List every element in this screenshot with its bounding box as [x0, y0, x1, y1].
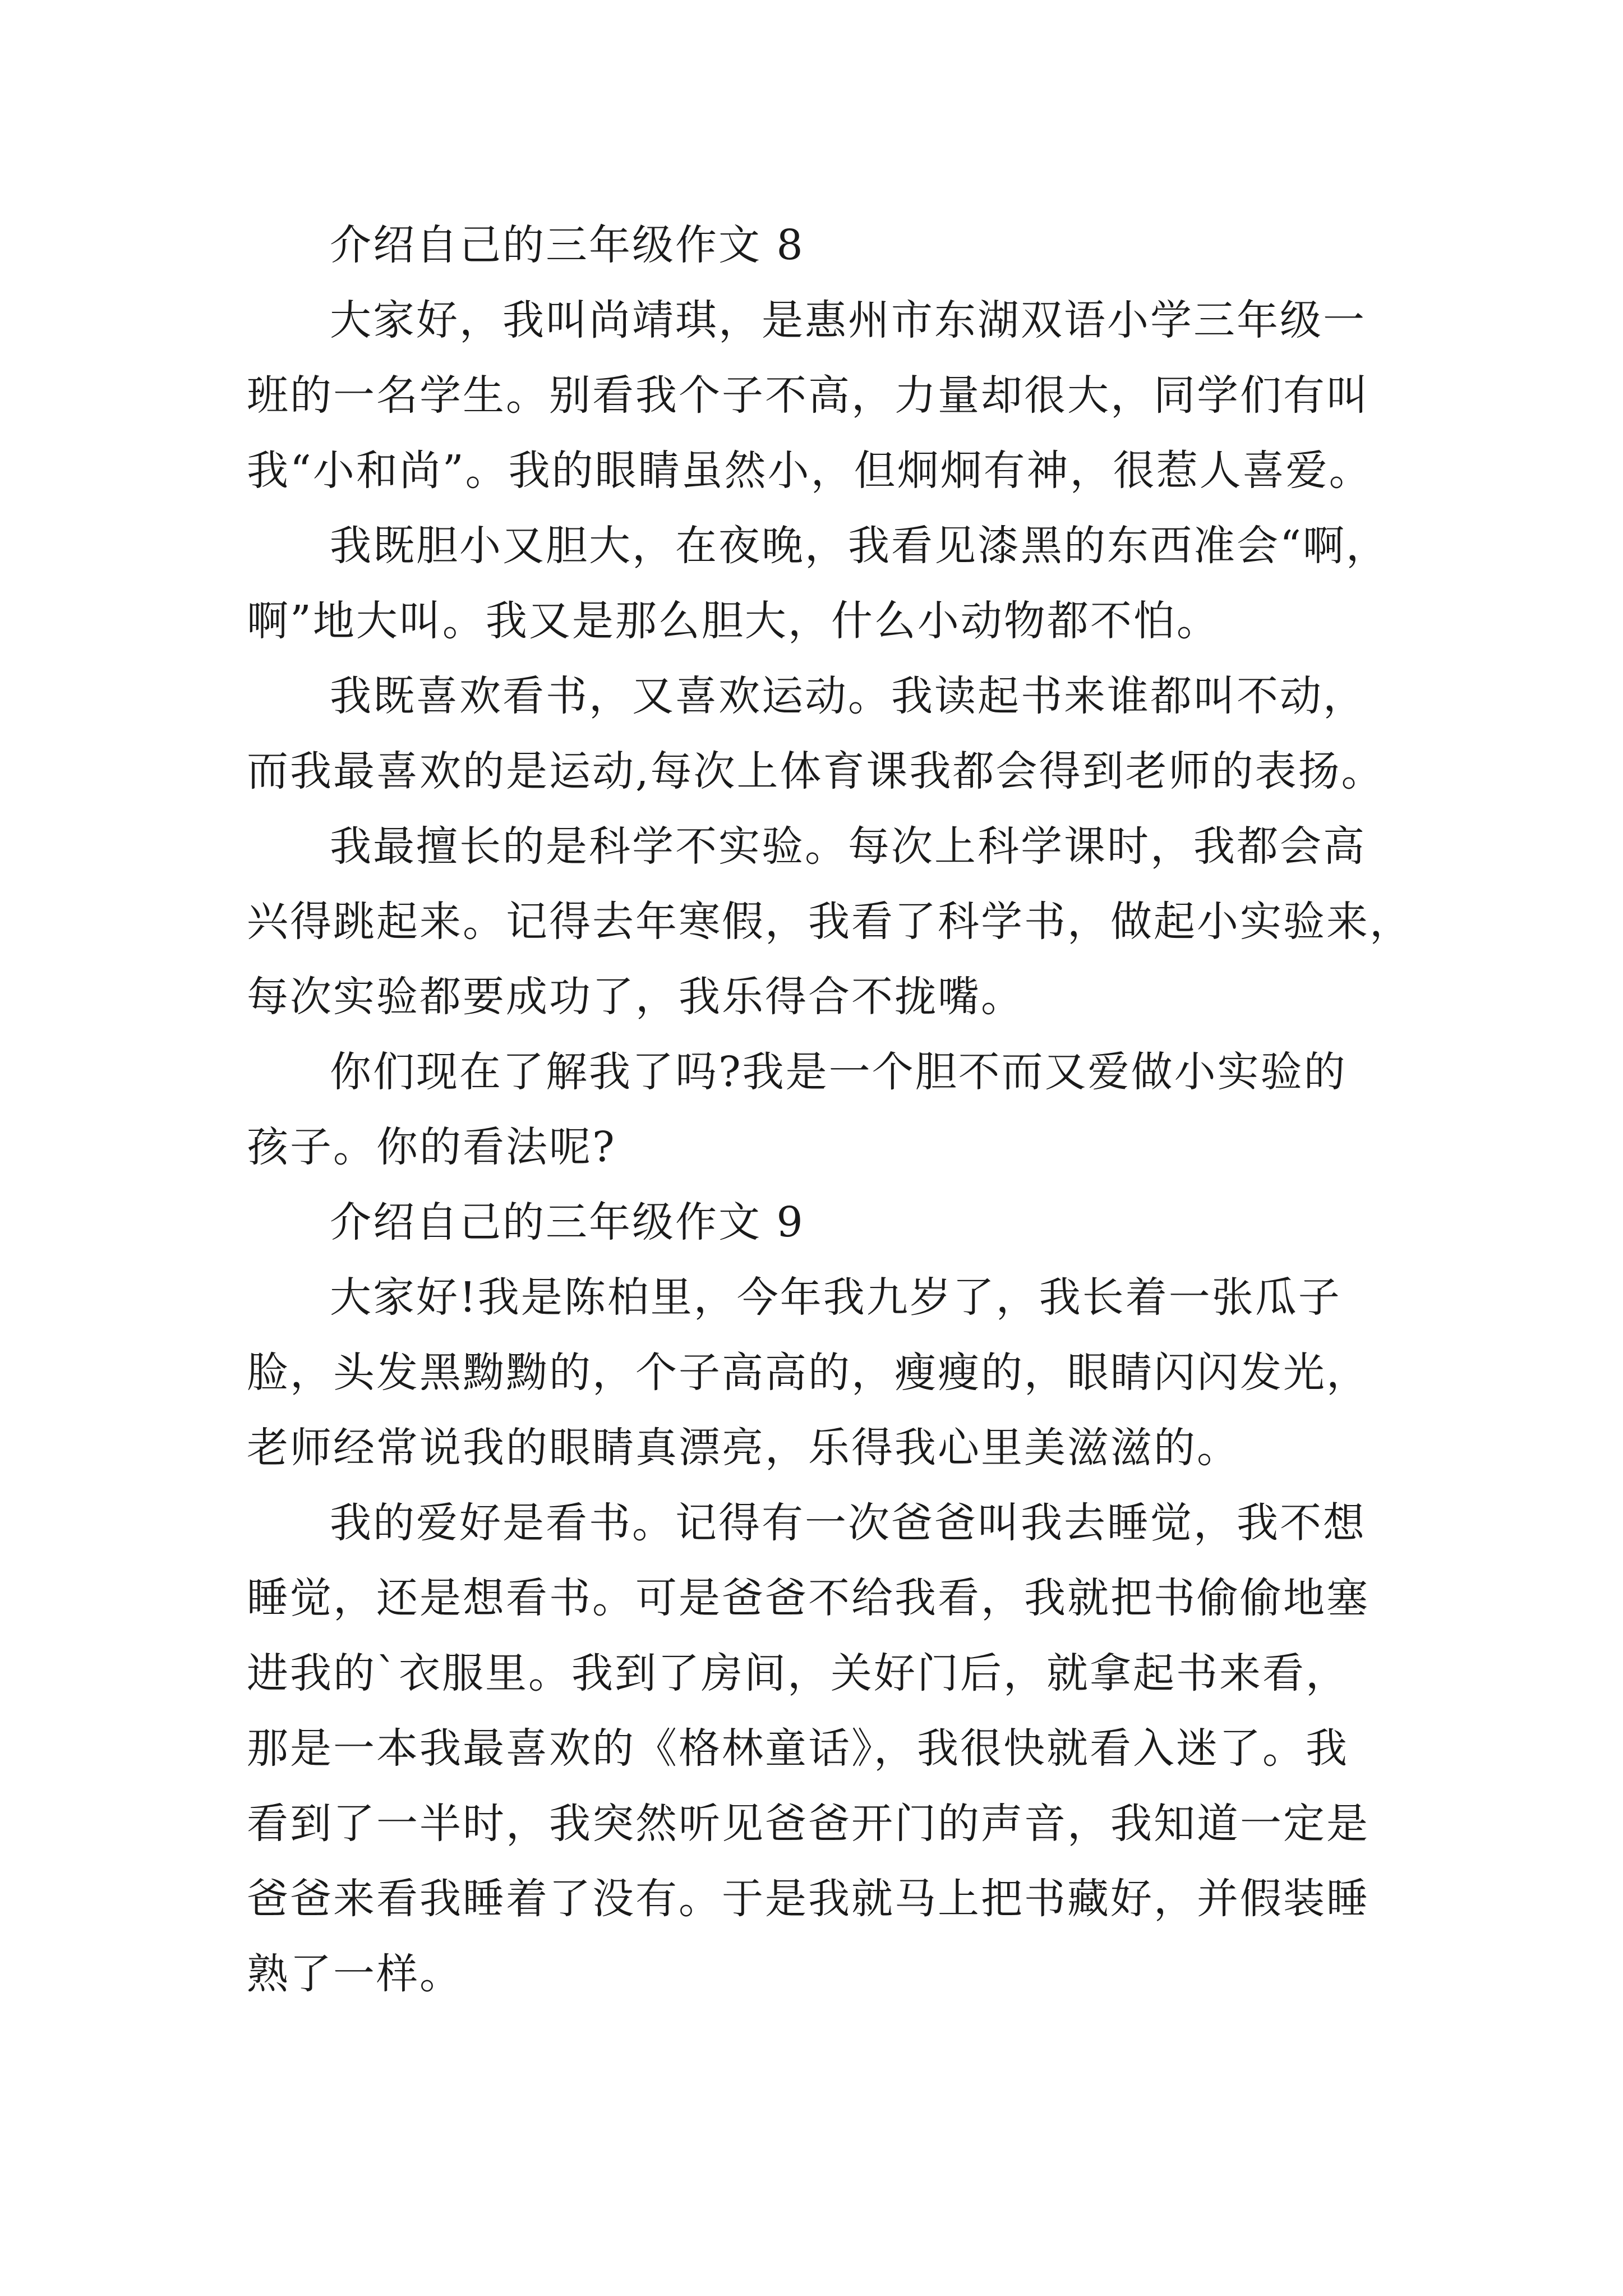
- paragraph-line: 你们现在了解我了吗?我是一个胆不而又爱做小实验的: [330, 1048, 1347, 1096]
- paragraph-line: 熟了一样。: [247, 1950, 463, 1998]
- paragraph-line: 我“小和尚”。我的眼睛虽然小，但炯炯有神，很惹人喜爱。: [247, 447, 1372, 495]
- paragraph-line: 看到了一半时，我突然听见爸爸开门的声音，我知道一定是: [247, 1800, 1370, 1848]
- paragraph-line: 脸，头发黑黝黝的，个子高高的，瘦瘦的，眼睛闪闪发光，: [247, 1349, 1370, 1397]
- paragraph-line: 爸爸来看我睡着了没有。于是我就马上把书藏好，并假装睡: [247, 1875, 1370, 1923]
- paragraph-line: 我最擅长的是科学不实验。每次上科学课时，我都会高: [330, 822, 1366, 871]
- paragraph-line: 班的一名学生。别看我个子不高，力量却很大，同学们有叫: [247, 371, 1370, 420]
- paragraph-line: 大家好!我是陈柏里，今年我九岁了，我长着一张瓜子: [330, 1273, 1341, 1322]
- essay-title-8: 介绍自己的三年级作文 8: [330, 221, 805, 269]
- document-body: [247, 208, 1413, 2012]
- essay-title-9: 介绍自己的三年级作文 9: [330, 1198, 805, 1246]
- paragraph-line: 我的爱好是看书。记得有一次爸爸叫我去睡觉，我不想: [330, 1499, 1366, 1547]
- paragraph-line: 老师经常说我的眼睛真漂亮，乐得我心里美滋滋的。: [247, 1424, 1240, 1472]
- paragraph-line: 睡觉，还是想看书。可是爸爸不给我看，我就把书偷偷地塞: [247, 1574, 1370, 1622]
- paragraph-line: 孩子。你的看法呢?: [247, 1123, 616, 1171]
- paragraph-line: 每次实验都要成功了，我乐得合不拢嘴。: [247, 973, 1024, 1021]
- paragraph-line: 进我的`衣服里。我到了房间，关好门后，就拿起书来看，: [247, 1649, 1349, 1697]
- paragraph-line: 大家好，我叫尚靖琪，是惠州市东湖双语小学三年级一: [330, 296, 1366, 344]
- paragraph-line: 那是一本我最喜欢的《格林童话》，我很快就看入迷了。我: [247, 1724, 1349, 1773]
- paragraph-line: 我既喜欢看书，又喜欢运动。我读起书来谁都叫不动，: [330, 672, 1366, 720]
- paragraph-line: 啊”地大叫。我又是那么胆大，什么小动物都不怕。: [247, 597, 1220, 645]
- paragraph-line: 兴得跳起来。记得去年寒假，我看了科学书，做起小实验来，: [247, 898, 1413, 946]
- paragraph-line: 而我最喜欢的是运动,每次上体育课我都会得到老师的表扬。: [247, 747, 1385, 795]
- paragraph-line: 我既胆小又胆大，在夜晚，我看见漆黑的东西准会“啊，: [330, 522, 1389, 570]
